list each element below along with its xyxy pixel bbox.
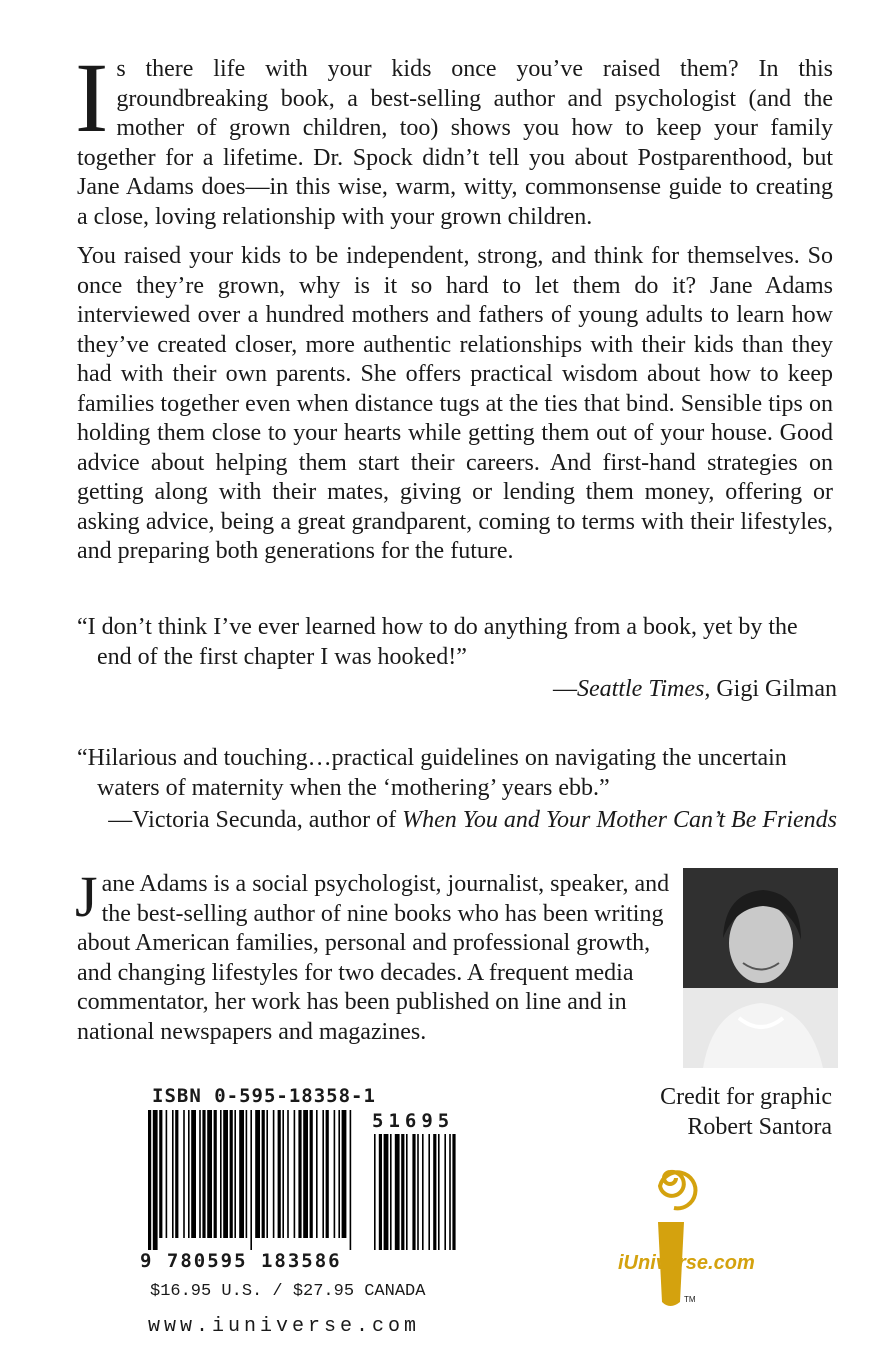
barcode-bar (202, 1110, 205, 1238)
trademark-mark: TM (684, 1295, 696, 1304)
price-label: $16.95 U.S. / $27.95 CANADA (150, 1282, 426, 1301)
barcode-bar (278, 1110, 281, 1238)
bio-drop-cap: J (75, 864, 98, 929)
barcode-supplement-bar (433, 1134, 436, 1250)
barcode-supplement-number: 51695 (372, 1110, 455, 1132)
barcode-bar (223, 1110, 228, 1238)
website-url: www.iuniverse.com (148, 1315, 421, 1338)
barcode-bar (255, 1110, 260, 1238)
barcode-bar (191, 1110, 196, 1238)
barcode-bar (188, 1110, 190, 1238)
barcode-bar (234, 1110, 236, 1238)
graphic-credit (636, 1082, 832, 1142)
barcode-bar (342, 1110, 347, 1238)
barcode-bar (322, 1110, 324, 1238)
isbn-label: ISBN 0-595-18358-1 (152, 1085, 376, 1107)
barcode-bar (338, 1110, 340, 1238)
review-quote-2 (77, 743, 837, 835)
barcode-bar (282, 1110, 284, 1238)
attribution-name: Gigi Gilman (710, 676, 837, 702)
barcode-bar (220, 1110, 222, 1238)
barcode-bar (287, 1110, 289, 1238)
barcode-supplement-bar (449, 1134, 451, 1250)
iuniverse-logo-text: iUniverse.com (618, 1252, 755, 1274)
attribution-dash: — (553, 676, 578, 702)
barcode-bar (266, 1110, 268, 1238)
barcode-bar (246, 1110, 248, 1238)
quote-attribution (77, 805, 837, 835)
barcode-bar (166, 1110, 168, 1238)
quote-line-2: end of the first chapter I was hooked!” (97, 644, 467, 670)
barcode-supplement-bar (428, 1134, 430, 1250)
quote-text (77, 612, 837, 672)
barcode-bar (207, 1110, 212, 1238)
attribution-source: Seattle Times, (577, 676, 711, 702)
barcode-bar (183, 1110, 185, 1238)
barcode-bar (230, 1110, 233, 1238)
barcode-bar (262, 1110, 265, 1238)
drop-cap: I (75, 42, 109, 153)
author-bio (75, 864, 679, 1047)
barcode-bar (148, 1110, 151, 1250)
barcode-supplement-bar (422, 1134, 424, 1250)
barcode-bar (239, 1110, 244, 1238)
barcode-bar (159, 1110, 162, 1238)
barcode-supplement-bar (379, 1134, 382, 1250)
barcode-supplement-bar (412, 1134, 415, 1250)
author-photo-illustration (683, 868, 838, 1068)
iuniverse-logo-icon (618, 1152, 728, 1312)
barcode-supplement-bar (401, 1134, 404, 1250)
barcode-bar (172, 1110, 174, 1238)
barcode-bar (350, 1110, 352, 1250)
barcode-digits: 9 780595 183586 (140, 1250, 342, 1272)
barcode-bar (310, 1110, 313, 1238)
barcode-bar (326, 1110, 329, 1238)
bio-text: ane Adams is a social psychologist, journalist, speaker, and the best-selling author of nine books who has been writing about American families, personal and professional growth, and changing lifestyles for two decades. A frequent media commentator, her work has been published on line and in national newspapers and magazines. (77, 871, 670, 1045)
review-quote-1 (77, 612, 837, 704)
barcode-supplement-bar (438, 1134, 440, 1250)
barcode-bar (294, 1110, 296, 1238)
attribution-prefix: —Victoria Secunda, author of (108, 807, 403, 833)
credit-line-2: Robert Santora (687, 1114, 832, 1140)
barcode-bar (214, 1110, 217, 1238)
attribution-source: When You and Your Mother Can’t Be Friends (402, 807, 837, 833)
barcode-bar (316, 1110, 318, 1238)
barcode-supplement-bar (374, 1134, 376, 1250)
quote-attribution (77, 674, 837, 704)
description-paragraph-1 (75, 42, 833, 232)
barcode-supplement-bar (390, 1134, 392, 1250)
barcode-bar (199, 1110, 201, 1238)
barcode-bar (334, 1110, 336, 1238)
barcode-bar (250, 1110, 252, 1250)
barcode-bar (273, 1110, 275, 1238)
barcode-supplement-bar (395, 1134, 400, 1250)
barcode-bar (175, 1110, 178, 1238)
barcode-bar (298, 1110, 301, 1238)
barcode-bar (303, 1110, 308, 1238)
barcode-supplement-bar (452, 1134, 455, 1250)
quote-line-1: “Hilarious and touching…practical guidelines on navigating the uncertain (77, 745, 787, 771)
description-paragraph-2: You raised your kids to be independent, strong, and think for themselves. So once they’re grown, why is it so hard to let them do it? Jane Adams interviewed over a hundred mothers and fathers of young adults to learn how they’ve created closer, more authentic relationships with their kids than they had with their own parents. She offers practical wisdom about how to keep families together even when distance tugs at the ties that bind. Sensible tips on holding them close to your hearts while getting them out of your house. Good advice about helping them start their careers. And first-hand strategies on getting along with their mates, giving or lending them money, offering or asking advice, being a great grandparent, coming to terms with their lifestyles, and preparing both generations for the future. (77, 243, 833, 564)
credit-line-1: Credit for graphic (660, 1084, 832, 1110)
author-photo (683, 868, 838, 1068)
quote-line-1: “I don’t think I’ve ever learned how to do anything from a book, yet by the (77, 614, 798, 640)
quote-text (77, 743, 837, 803)
barcode-supplement-bar (406, 1134, 408, 1250)
barcode-bar (153, 1110, 158, 1250)
description-paragraph-1-text: s there life with your kids once you’ve raised them? In this groundbreaking book, a best-selling author and psychologist (and the mother of grown children, too) shows you how to keep your family together for a lifetime. Dr. Spock didn’t tell you about Postparenthood, but Jane Adams does—in this wise, warm, witty, commonsense guide to creating a close, loving relationship with your grown children. (77, 56, 833, 230)
barcode-supplement-bar (417, 1134, 419, 1250)
quote-line-2: waters of maternity when the ‘mothering’ years ebb.” (97, 775, 610, 801)
barcode-supplement-bar (384, 1134, 389, 1250)
barcode-supplement-bar (444, 1134, 446, 1250)
